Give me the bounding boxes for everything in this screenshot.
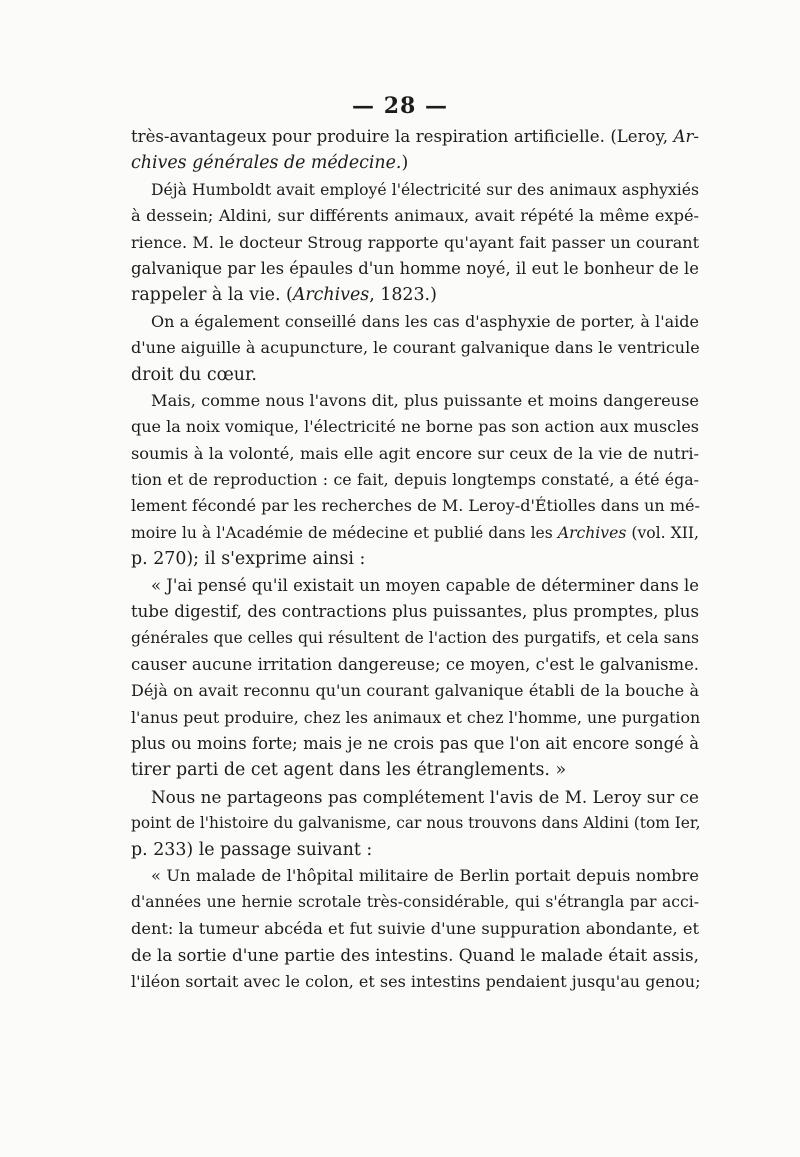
- body-text: [131, 124, 699, 995]
- text-line: galvanique par les épaules d'un homme noyé, il eut le bonheur de le: [131, 258, 699, 278]
- text-line: générales que celles qui résultent de l'action des purgatifs, et cela sans: [131, 629, 699, 648]
- text-line: p. 233) le passage suivant :: [131, 839, 373, 860]
- text-line: tirer parti de cet agent dans les étranglements. »: [131, 760, 567, 781]
- text-line: tube digestif, des contractions plus puissantes, plus promptes, plus: [131, 602, 699, 622]
- text-line: d'une aiguille à acupuncture, le courant galvanique dans le ventricule: [131, 338, 700, 358]
- text-line: rience. M. le docteur Stroug rapporte qu'ayant fait passer un courant: [131, 232, 699, 252]
- text-line: l'iléon sortait avec le colon, et ses intestins pendaient jusqu'au genou;: [131, 971, 701, 991]
- text-line: que la noix vomique, l'électricité ne borne pas son action aux muscles: [131, 417, 699, 437]
- text-line: d'années une hernie scrotale très-considérable, qui s'étrangla par acci-: [131, 893, 699, 912]
- text-line: « Un malade de l'hôpital militaire de Berlin portait depuis nombre: [151, 865, 699, 885]
- text-line: de la sortie d'une partie des intestins. Quand le malade était assis,: [131, 945, 699, 966]
- text-line: plus ou moins forte; mais je ne crois pas que l'on ait encore songé à: [131, 733, 699, 753]
- text-line: droit du cœur.: [131, 364, 257, 385]
- italic-citation: Archives: [557, 523, 627, 542]
- text-line: rappeler à la vie. (Archives, 1823.): [131, 285, 437, 306]
- italic-citation: Ar-: [673, 127, 699, 146]
- text-line: chives générales de médecine.): [131, 153, 409, 174]
- text-line: dent: la tumeur abcéda et fut suivie d'une suppuration abondante, et: [131, 918, 699, 938]
- text-line: Mais, comme nous l'avons dit, plus puissante et moins dangereuse: [151, 390, 699, 410]
- text-line: Déjà Humboldt avait employé l'électricité sur des animaux asphyxiés: [151, 180, 699, 199]
- text-line: moire lu à l'Académie de médecine et publié dans les Archives (vol. XII,: [131, 523, 699, 542]
- italic-citation: chives générales de médecine.: [131, 153, 402, 174]
- text-line: l'anus peut produire, chez les animaux et chez l'homme, une purgation: [131, 707, 701, 727]
- text-line: Déjà on avait reconnu qu'un courant galvanique établi de la bouche à: [131, 681, 699, 701]
- text-line: tion et de reproduction : ce fait, depuis longtemps constaté, a été éga-: [131, 470, 699, 490]
- text-line: Nous ne partageons pas complétement l'avis de M. Leroy sur ce: [151, 786, 699, 807]
- text-line: point de l'histoire du galvanisme, car nous trouvons dans Aldini (tom Ier,: [131, 814, 701, 833]
- text-line: à dessein; Aldini, sur différents animaux, avait répété la même expé-: [131, 206, 699, 226]
- text-line: lement fécondé par les recherches de M. Leroy-d'Étiolles dans un mé-: [131, 496, 700, 516]
- page-number: — 28 —: [352, 93, 448, 119]
- text-line: On a également conseillé dans les cas d'asphyxie de porter, à l'aide: [151, 311, 699, 331]
- italic-citation: Archives: [292, 285, 370, 306]
- text-line: « J'ai pensé qu'il existait un moyen capable de déterminer dans le: [151, 575, 699, 595]
- text-line: très-avantageux pour produire la respiration artificielle. (Leroy, Ar-: [131, 127, 699, 146]
- text-line: soumis à la volonté, mais elle agit encore sur ceux de la vie de nutri-: [131, 443, 699, 463]
- text-line: p. 270); il s'exprime ainsi :: [131, 549, 366, 570]
- text-line: causer aucune irritation dangereuse; ce moyen, c'est le galvanisme.: [131, 654, 699, 674]
